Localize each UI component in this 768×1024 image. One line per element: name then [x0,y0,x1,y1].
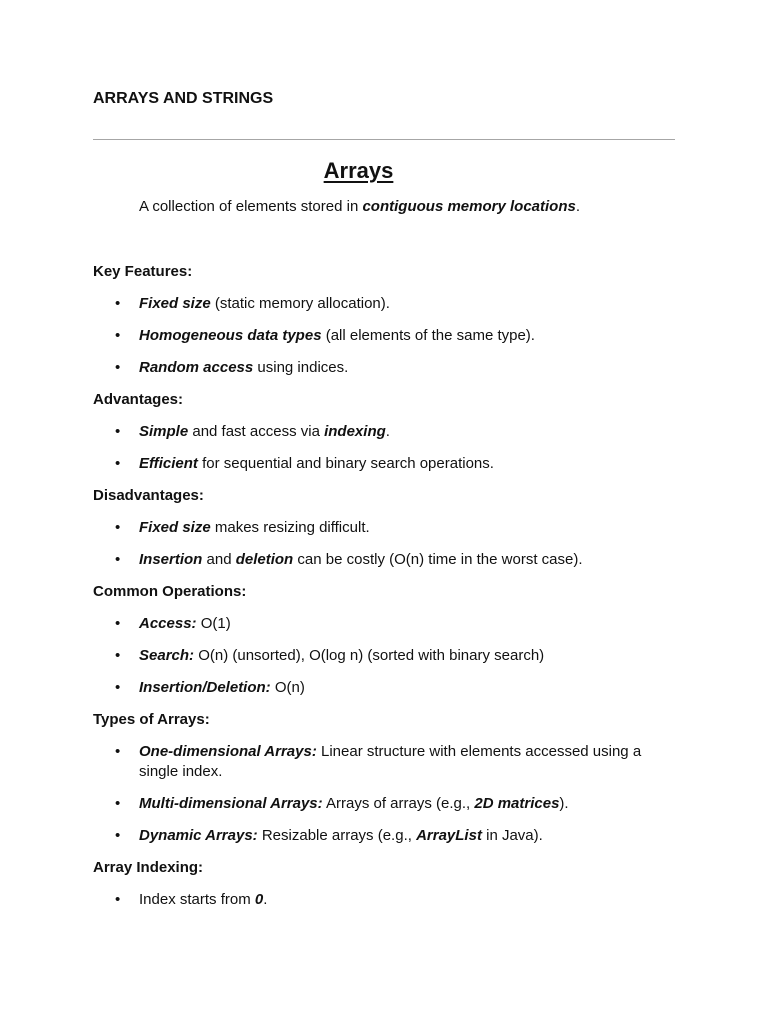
item-text: O(n) [270,679,305,696]
item-emphasis: Random access [139,359,254,376]
list-item [93,794,683,814]
item-emphasis: Homogeneous data types [139,327,322,344]
item-emphasis: Search: [139,647,195,664]
list-item [93,646,683,666]
item-text: Linear structure with elements accessed using a single index. [139,743,642,780]
item-text: and [202,551,236,568]
operations-list [93,614,683,698]
item-text: O(n) (unsorted), O(log n) (sorted with binary search) [194,647,545,664]
item-text: using indices. [253,359,349,376]
item-text: Index starts from [139,891,255,908]
item-emphasis: One-dimensional Arrays: [139,743,317,760]
list-item [93,678,683,698]
item-emphasis: Simple [139,423,189,440]
item-text: and fast access via [188,423,325,440]
list-item [93,518,683,538]
item-emphasis: Fixed size [139,519,211,536]
item-emphasis: Insertion/Deletion: [139,679,271,696]
item-emphasis-2: ArrayList [416,827,482,844]
item-emphasis: Multi-dimensional Arrays: [139,795,323,812]
list-item [93,294,683,314]
item-text-2: in Java). [481,827,543,844]
advantages-heading: Advantages: [93,391,184,408]
intro-text: A collection of elements stored in [139,198,363,215]
item-text-2: ). [559,795,569,812]
item-emphasis: Dynamic Arrays: [139,827,258,844]
horizontal-divider [93,139,675,140]
document-body [93,262,683,922]
item-emphasis-2: 0 [254,891,264,908]
indexing-list [93,890,683,910]
item-text-2: . [263,891,268,908]
operations-heading: Common Operations: [93,583,247,600]
item-emphasis-2: deletion [235,551,294,568]
advantages-list [93,422,683,474]
item-emphasis: Insertion [139,551,203,568]
types-list [93,742,683,846]
item-text: (all elements of the same type). [321,327,535,344]
list-item [93,826,683,846]
item-text: Resizable arrays (e.g., [257,827,417,844]
item-text: Arrays of arrays (e.g., [322,795,475,812]
key-features-heading: Key Features: [93,263,193,280]
list-item [93,614,683,634]
item-emphasis: Fixed size [139,295,211,312]
list-item [93,326,683,346]
list-item [93,358,683,378]
list-item [93,454,683,474]
intro-emphasis: contiguous memory locations [362,198,576,215]
disadvantages-heading: Disadvantages: [93,487,204,504]
types-heading: Types of Arrays: [93,711,210,728]
item-emphasis: Access: [139,615,197,632]
item-text-2: can be costly (O(n) time in the worst case). [293,551,583,568]
disadvantages-list [93,518,683,570]
list-item [93,890,683,910]
item-text: makes resizing difficult. [210,519,370,536]
item-emphasis: Efficient [139,455,198,472]
item-text: for sequential and binary search operations. [197,455,494,472]
intro-suffix: . [575,198,581,215]
item-text: (static memory allocation). [210,295,390,312]
item-emphasis-2: 2D matrices [474,795,560,812]
key-features-list [93,294,683,378]
document-header: ARRAYS AND STRINGS [93,90,274,107]
item-text: O(1) [196,615,231,632]
section-intro [139,197,580,217]
list-item [93,550,683,570]
indexing-heading: Array Indexing: [93,859,204,876]
section-title: Arrays [323,158,394,183]
list-item [93,422,683,442]
item-emphasis-2: indexing [324,423,386,440]
item-text-2: . [385,423,390,440]
list-item [93,742,683,782]
